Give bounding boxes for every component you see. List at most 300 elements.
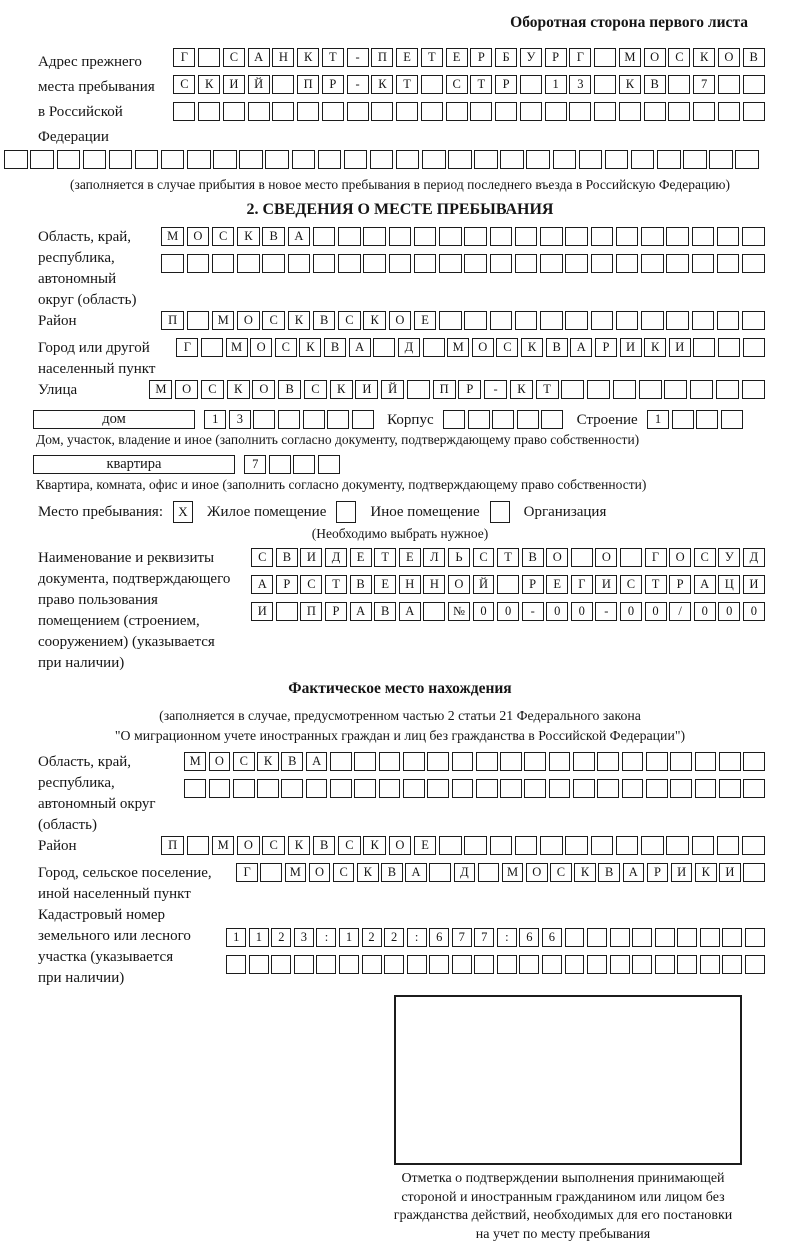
- char-cell-empty: [622, 779, 644, 798]
- char-cell-empty: [347, 102, 369, 121]
- char-cell-empty: [57, 150, 81, 169]
- char-cell-filled: Г: [176, 338, 198, 357]
- stay-type-row: [38, 500, 775, 524]
- char-cell-empty: [500, 779, 522, 798]
- text-line: стороной и иностранным гражданином или лицом без: [348, 1189, 778, 1208]
- char-cell-filled: :: [497, 928, 517, 947]
- char-cell-empty: [294, 955, 314, 974]
- korpus-cells: [442, 410, 565, 429]
- document-row-3: [250, 602, 766, 621]
- char-cell-filled: С: [304, 380, 327, 399]
- actual-note-line-2: "О миграционном учете иностранных граждан и лиц без гражданства в Российской Федерации"): [0, 726, 800, 746]
- char-cell-filled: М: [149, 380, 172, 399]
- char-cell-filled: Й: [473, 575, 495, 594]
- char-cell-filled: 1: [647, 410, 669, 429]
- char-cell-filled: Н: [423, 575, 445, 594]
- char-cell-filled: Д: [398, 338, 420, 357]
- char-cell-empty: [373, 338, 395, 357]
- char-cell-filled: П: [161, 836, 184, 855]
- char-cell-filled: Т: [374, 548, 396, 567]
- char-cell-empty: [213, 150, 237, 169]
- district-label: Район: [38, 311, 160, 338]
- char-cell-filled: Д: [325, 548, 347, 567]
- char-cell-filled: В: [743, 48, 765, 67]
- char-cell-filled: :: [316, 928, 336, 947]
- char-cell-empty: [322, 102, 344, 121]
- text-line: Наименование и реквизиты: [38, 548, 250, 569]
- char-cell-empty: [278, 410, 300, 429]
- char-cell-filled: Л: [423, 548, 445, 567]
- char-cell-filled: Р: [470, 48, 492, 67]
- char-cell-filled: К: [693, 48, 715, 67]
- region-label: [38, 227, 160, 311]
- char-cell-empty: [646, 752, 668, 771]
- actual-location-notes: [0, 706, 800, 746]
- char-cell-empty: [109, 150, 133, 169]
- char-cell-filled: А: [405, 863, 427, 882]
- char-cell-empty: [620, 548, 642, 567]
- apartment-cells: [243, 455, 341, 474]
- char-cell-filled: С: [333, 863, 355, 882]
- char-cell-empty: [288, 254, 311, 273]
- char-cell-filled: 3: [569, 75, 591, 94]
- street-label: Улица: [38, 380, 148, 407]
- char-cell-filled: Е: [374, 575, 396, 594]
- char-cell-empty: [541, 410, 563, 429]
- char-cell-filled: М: [161, 227, 184, 246]
- char-cell-filled: Ь: [448, 548, 470, 567]
- char-cell-empty: [542, 955, 562, 974]
- char-cell-empty: [161, 254, 184, 273]
- char-cell-filled: И: [671, 863, 693, 882]
- district-field: [38, 311, 766, 338]
- text-line: республика,: [38, 773, 183, 794]
- char-cell-filled: О: [209, 752, 231, 771]
- char-cell-empty: [619, 102, 641, 121]
- char-cell-filled: Е: [414, 311, 437, 330]
- char-cell-filled: 6: [542, 928, 562, 947]
- char-cell-empty: [184, 779, 206, 798]
- char-cell-empty: [248, 102, 270, 121]
- text-line: (область): [38, 815, 183, 836]
- char-cell-empty: [597, 779, 619, 798]
- page-title: Оборотная сторона первого листа: [0, 14, 748, 32]
- text-line: Кадастровый номер: [38, 905, 225, 926]
- char-cell-empty: [237, 254, 260, 273]
- char-cell-filled: Т: [497, 548, 519, 567]
- char-cell-filled: 1: [545, 75, 567, 94]
- char-cell-empty: [490, 227, 513, 246]
- char-cell-empty: [272, 75, 294, 94]
- char-cell-empty: [561, 380, 584, 399]
- char-cell-empty: [717, 227, 740, 246]
- char-cell-filled: 0: [718, 602, 740, 621]
- city-row: [175, 338, 766, 357]
- char-cell-empty: [743, 752, 765, 771]
- char-cell-empty: [594, 102, 616, 121]
- char-cell-empty: [318, 455, 340, 474]
- char-cell-empty: [613, 380, 636, 399]
- char-cell-empty: [591, 254, 614, 273]
- char-cell-filled: Е: [414, 836, 437, 855]
- char-cell-empty: [666, 311, 689, 330]
- char-cell-empty: [198, 102, 220, 121]
- char-cell-filled: О: [472, 338, 494, 357]
- char-cell-filled: :: [407, 928, 427, 947]
- char-cell-empty: [354, 779, 376, 798]
- char-cell-filled: К: [619, 75, 641, 94]
- char-cell-filled: 7: [693, 75, 715, 94]
- char-cell-filled: А: [694, 575, 716, 594]
- char-cell-filled: Г: [571, 575, 593, 594]
- char-cell-empty: [745, 955, 765, 974]
- char-cell-empty: [362, 955, 382, 974]
- stay-option-organization: Организация: [524, 504, 607, 521]
- char-cell-empty: [83, 150, 107, 169]
- char-cell-filled: С: [694, 548, 716, 567]
- char-cell-filled: О: [187, 227, 210, 246]
- prev-address-label: [38, 48, 172, 150]
- char-cell-empty: [571, 548, 593, 567]
- char-cell-filled: 0: [620, 602, 642, 621]
- char-cell-filled: Г: [645, 548, 667, 567]
- char-cell-empty: [371, 102, 393, 121]
- char-cell-empty: [443, 410, 465, 429]
- region-field: [38, 227, 766, 311]
- char-cell-empty: [468, 410, 490, 429]
- actual-region-label: [38, 752, 183, 836]
- cadastral-label: [38, 905, 225, 989]
- char-cell-empty: [269, 455, 291, 474]
- char-cell-empty: [668, 75, 690, 94]
- char-cell-empty: [519, 955, 539, 974]
- char-cell-filled: К: [371, 75, 393, 94]
- char-cell-empty: [735, 150, 759, 169]
- char-cell-empty: [545, 102, 567, 121]
- char-cell-empty: [540, 254, 563, 273]
- char-cell-empty: [464, 254, 487, 273]
- char-cell-filled: 0: [497, 602, 519, 621]
- char-cell-empty: [690, 380, 713, 399]
- text-line: при наличии): [38, 968, 225, 989]
- region-row-2: [160, 254, 766, 273]
- char-cell-empty: [464, 836, 487, 855]
- char-cell-empty: [338, 227, 361, 246]
- char-cell-empty: [276, 602, 298, 621]
- stamp-box: [394, 995, 742, 1165]
- char-cell-empty: [354, 752, 376, 771]
- char-cell-empty: [719, 779, 741, 798]
- korpus-label: Корпус: [375, 410, 441, 430]
- region-row-1: [160, 227, 766, 246]
- char-cell-filled: Р: [276, 575, 298, 594]
- char-cell-filled: В: [278, 380, 301, 399]
- char-cell-filled: С: [212, 227, 235, 246]
- text-line: Адрес прежнего: [38, 50, 172, 75]
- char-cell-filled: О: [237, 836, 260, 855]
- char-cell-empty: [549, 779, 571, 798]
- char-cell-empty: [407, 955, 427, 974]
- char-cell-empty: [666, 836, 689, 855]
- char-cell-filled: /: [669, 602, 691, 621]
- char-cell-empty: [641, 836, 664, 855]
- actual-district-field: [38, 836, 766, 863]
- char-cell-filled: К: [644, 338, 666, 357]
- text-line: населенный пункт: [38, 359, 175, 380]
- stay-note: (Необходимо выбрать нужное): [0, 526, 800, 542]
- char-cell-filled: М: [212, 836, 235, 855]
- char-cell-empty: [641, 311, 664, 330]
- char-cell-empty: [722, 955, 742, 974]
- stroenie-cells: [646, 410, 744, 429]
- text-line: округ (область): [38, 290, 160, 311]
- char-cell-filled: О: [669, 548, 691, 567]
- char-cell-filled: 3: [294, 928, 314, 947]
- char-cell-empty: [549, 752, 571, 771]
- char-cell-filled: С: [275, 338, 297, 357]
- char-cell-empty: [379, 779, 401, 798]
- text-line: места пребывания: [38, 75, 172, 100]
- text-line: гражданства действий, необходимых для его постановки: [348, 1207, 778, 1226]
- char-cell-empty: [700, 928, 720, 947]
- char-cell-empty: [303, 410, 325, 429]
- actual-region-field: [38, 752, 766, 836]
- char-cell-filled: О: [389, 836, 412, 855]
- char-cell-filled: А: [349, 338, 371, 357]
- char-cell-filled: 7: [452, 928, 472, 947]
- char-cell-filled: П: [297, 75, 319, 94]
- actual-district-label: Район: [38, 836, 160, 863]
- char-cell-empty: [414, 227, 437, 246]
- char-cell-filled: Р: [647, 863, 669, 882]
- char-cell-filled: Б: [495, 48, 517, 67]
- char-cell-filled: Е: [396, 48, 418, 67]
- char-cell-filled: С: [473, 548, 495, 567]
- text-line: Город, сельское поселение,: [38, 863, 235, 884]
- char-cell-empty: [742, 254, 765, 273]
- char-cell-empty: [429, 863, 451, 882]
- apartment-box: квартира: [33, 455, 235, 474]
- char-cell-empty: [565, 227, 588, 246]
- char-cell-empty: [524, 779, 546, 798]
- house-note: Дом, участок, владение и иное (заполнить согласно документу, подтверждающему право собственности): [36, 432, 800, 448]
- stay-checkbox-other: [336, 501, 356, 523]
- char-cell-empty: [226, 955, 246, 974]
- char-cell-empty: [187, 254, 210, 273]
- char-cell-filled: О: [250, 338, 272, 357]
- char-cell-empty: [352, 410, 374, 429]
- char-cell-empty: [478, 863, 500, 882]
- char-cell-filled: В: [644, 75, 666, 94]
- char-cell-filled: К: [288, 836, 311, 855]
- char-cell-filled: А: [623, 863, 645, 882]
- char-cell-filled: К: [237, 227, 260, 246]
- char-cell-empty: [655, 928, 675, 947]
- char-cell-filled: К: [330, 380, 353, 399]
- text-line: помещением (строением,: [38, 611, 250, 632]
- char-cell-filled: К: [297, 48, 319, 67]
- char-cell-filled: Е: [399, 548, 421, 567]
- char-cell-empty: [464, 311, 487, 330]
- char-cell-empty: [664, 380, 687, 399]
- char-cell-empty: [421, 75, 443, 94]
- char-cell-empty: [693, 338, 715, 357]
- char-cell-empty: [616, 836, 639, 855]
- char-cell-filled: К: [695, 863, 717, 882]
- char-cell-empty: [718, 75, 740, 94]
- char-cell-filled: А: [570, 338, 592, 357]
- actual-city-label: [38, 863, 235, 905]
- char-cell-filled: О: [644, 48, 666, 67]
- char-cell-empty: [452, 955, 472, 974]
- char-cell-empty: [223, 102, 245, 121]
- char-cell-empty: [262, 254, 285, 273]
- char-cell-filled: М: [285, 863, 307, 882]
- char-cell-empty: [403, 779, 425, 798]
- char-cell-filled: В: [281, 752, 303, 771]
- char-cell-filled: У: [718, 548, 740, 567]
- house-number-cells: [203, 410, 375, 429]
- actual-city-field: [38, 863, 766, 905]
- text-line: земельного или лесного: [38, 926, 225, 947]
- char-cell-filled: В: [313, 836, 336, 855]
- char-cell-filled: К: [227, 380, 250, 399]
- text-line: право пользования: [38, 590, 250, 611]
- char-cell-filled: О: [309, 863, 331, 882]
- char-cell-filled: 1: [204, 410, 226, 429]
- char-cell-empty: [742, 836, 765, 855]
- char-cell-filled: К: [357, 863, 379, 882]
- char-cell-empty: [363, 254, 386, 273]
- char-cell-empty: [524, 752, 546, 771]
- char-cell-filled: И: [251, 602, 273, 621]
- char-cell-empty: [407, 380, 430, 399]
- char-cell-empty: [718, 102, 740, 121]
- char-cell-filled: С: [262, 836, 285, 855]
- char-cell-empty: [677, 928, 697, 947]
- char-cell-empty: [500, 150, 524, 169]
- char-cell-empty: [594, 75, 616, 94]
- char-cell-empty: [429, 955, 449, 974]
- char-cell-empty: [721, 410, 743, 429]
- cadastral-row-2: [225, 955, 766, 974]
- stay-checkbox-organization: [490, 501, 510, 523]
- actual-region-row-1: [183, 752, 766, 771]
- char-cell-filled: С: [233, 752, 255, 771]
- char-cell-empty: [379, 752, 401, 771]
- char-cell-filled: В: [522, 548, 544, 567]
- char-cell-filled: А: [306, 752, 328, 771]
- char-cell-empty: [695, 752, 717, 771]
- apartment-row: [33, 455, 766, 476]
- char-cell-filled: В: [381, 863, 403, 882]
- char-cell-filled: 0: [694, 602, 716, 621]
- prev-address-field: [38, 48, 766, 150]
- char-cell-empty: [632, 928, 652, 947]
- char-cell-empty: [497, 575, 519, 594]
- char-cell-empty: [717, 836, 740, 855]
- char-cell-empty: [293, 455, 315, 474]
- char-cell-filled: -: [347, 48, 369, 67]
- actual-location-title: Фактическое место нахождения: [0, 680, 800, 698]
- char-cell-empty: [500, 752, 522, 771]
- char-cell-empty: [330, 779, 352, 798]
- char-cell-empty: [683, 150, 707, 169]
- char-cell-empty: [327, 410, 349, 429]
- char-cell-filled: С: [251, 548, 273, 567]
- house-row: [33, 410, 766, 431]
- char-cell-filled: 0: [546, 602, 568, 621]
- char-cell-empty: [587, 955, 607, 974]
- char-cell-empty: [573, 752, 595, 771]
- char-cell-filled: А: [288, 227, 311, 246]
- cadastral-row-1: [225, 928, 766, 947]
- char-cell-empty: [495, 102, 517, 121]
- char-cell-empty: [709, 150, 733, 169]
- char-cell-filled: Р: [669, 575, 691, 594]
- char-cell-empty: [646, 779, 668, 798]
- char-cell-empty: [260, 863, 282, 882]
- char-cell-empty: [427, 752, 449, 771]
- char-cell-filled: 7: [474, 928, 494, 947]
- char-cell-empty: [742, 227, 765, 246]
- char-cell-filled: 7: [244, 455, 266, 474]
- char-cell-empty: [452, 779, 474, 798]
- char-cell-filled: К: [363, 836, 386, 855]
- char-cell-filled: П: [433, 380, 456, 399]
- char-cell-empty: [692, 311, 715, 330]
- char-cell-empty: [587, 928, 607, 947]
- char-cell-filled: Г: [173, 48, 195, 67]
- char-cell-filled: О: [448, 575, 470, 594]
- char-cell-empty: [520, 102, 542, 121]
- text-line: Федерации: [38, 125, 172, 150]
- char-cell-empty: [421, 102, 443, 121]
- char-cell-empty: [173, 102, 195, 121]
- char-cell-empty: [423, 602, 445, 621]
- street-field: [38, 380, 766, 407]
- text-line: иной населенный пункт: [38, 884, 235, 905]
- char-cell-empty: [135, 150, 159, 169]
- char-cell-filled: М: [212, 311, 235, 330]
- text-line: автономный: [38, 269, 160, 290]
- char-cell-filled: К: [510, 380, 533, 399]
- char-cell-empty: [497, 955, 517, 974]
- cadastral-field: [38, 905, 766, 989]
- char-cell-empty: [565, 836, 588, 855]
- char-cell-filled: Т: [325, 575, 347, 594]
- char-cell-empty: [719, 752, 741, 771]
- char-cell-empty: [569, 102, 591, 121]
- char-cell-empty: [446, 102, 468, 121]
- stroenie-label: Строение: [565, 410, 646, 430]
- char-cell-empty: [672, 410, 694, 429]
- char-cell-empty: [470, 102, 492, 121]
- char-cell-empty: [363, 227, 386, 246]
- char-cell-filled: 0: [473, 602, 495, 621]
- char-cell-empty: [610, 955, 630, 974]
- char-cell-filled: Р: [495, 75, 517, 94]
- char-cell-empty: [670, 752, 692, 771]
- char-cell-filled: -: [595, 602, 617, 621]
- char-cell-filled: 3: [229, 410, 251, 429]
- stamp-caption: [348, 1170, 778, 1244]
- char-cell-filled: М: [502, 863, 524, 882]
- char-cell-empty: [605, 150, 629, 169]
- char-cell-filled: В: [313, 311, 336, 330]
- char-cell-empty: [722, 928, 742, 947]
- char-cell-filled: И: [743, 575, 765, 594]
